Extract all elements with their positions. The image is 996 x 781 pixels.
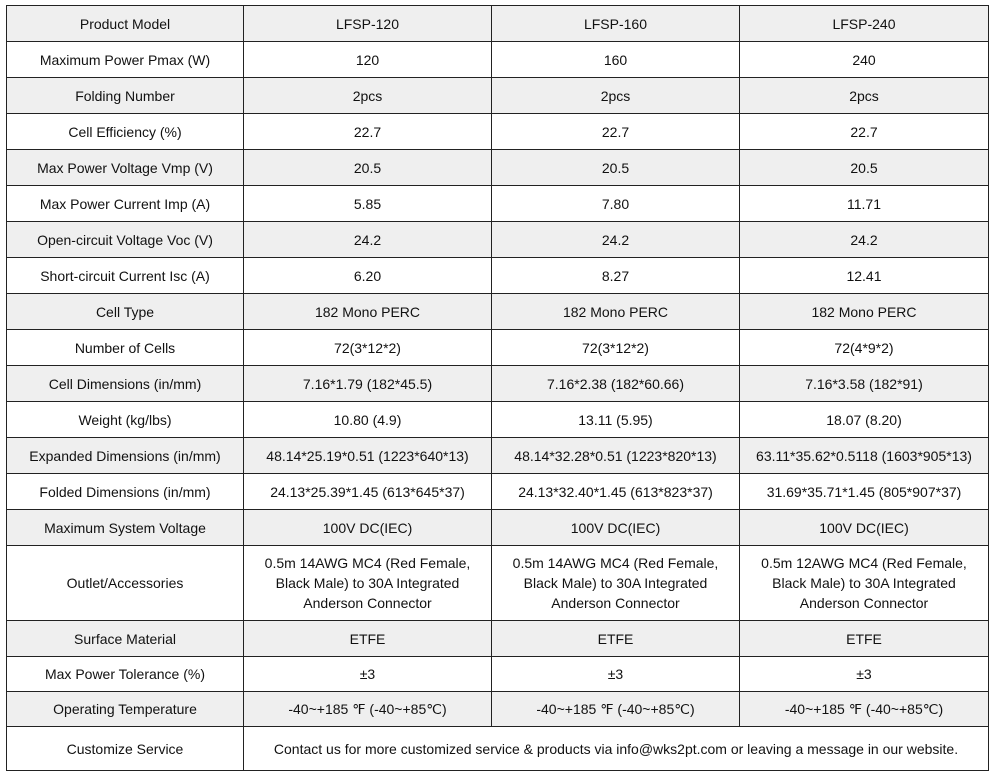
row-value: 20.5	[492, 150, 740, 186]
row-value: ±3	[492, 657, 740, 692]
table-row	[7, 510, 989, 546]
row-label: Number of Cells	[7, 330, 244, 366]
row-value: -40~+185 ℉ (-40~+85℃)	[492, 692, 740, 727]
row-value: 72(4*9*2)	[740, 330, 989, 366]
table-row	[7, 621, 989, 657]
row-value: ETFE	[244, 621, 492, 657]
table-footer-row	[7, 727, 989, 771]
row-label: Open-circuit Voltage Voc (V)	[7, 222, 244, 258]
row-value: 0.5m 14AWG MC4 (Red Female, Black Male) to 30A Integrated Anderson Connector	[492, 546, 740, 621]
table-row	[7, 546, 989, 621]
row-value: 5.85	[244, 186, 492, 222]
row-value: 24.2	[492, 222, 740, 258]
row-value: 20.5	[244, 150, 492, 186]
row-value: 2pcs	[740, 78, 989, 114]
table-row	[7, 222, 989, 258]
table-row	[7, 438, 989, 474]
row-value: 24.2	[244, 222, 492, 258]
row-value: 48.14*32.28*0.51 (1223*820*13)	[492, 438, 740, 474]
header-model-cell: LFSP-160	[492, 6, 740, 42]
row-value: 24.2	[740, 222, 989, 258]
row-value: 24.13*32.40*1.45 (613*823*37)	[492, 474, 740, 510]
row-value: -40~+185 ℉ (-40~+85℃)	[244, 692, 492, 727]
table-header-row	[7, 6, 989, 42]
row-value: 22.7	[244, 114, 492, 150]
row-label: Max Power Voltage Vmp (V)	[7, 150, 244, 186]
row-label: Folding Number	[7, 78, 244, 114]
table-row	[7, 42, 989, 78]
row-value: ETFE	[740, 621, 989, 657]
row-value: 100V DC(IEC)	[740, 510, 989, 546]
table-row	[7, 657, 989, 692]
row-value: 2pcs	[492, 78, 740, 114]
header-model-cell: LFSP-120	[244, 6, 492, 42]
row-value: 160	[492, 42, 740, 78]
row-value: 12.41	[740, 258, 989, 294]
row-value: 120	[244, 42, 492, 78]
row-value: 0.5m 12AWG MC4 (Red Female, Black Male) to 30A Integrated Anderson Connector	[740, 546, 989, 621]
table-row	[7, 692, 989, 727]
header-model-cell: LFSP-240	[740, 6, 989, 42]
row-value: 18.07 (8.20)	[740, 402, 989, 438]
row-value: 182 Mono PERC	[244, 294, 492, 330]
row-value: ±3	[740, 657, 989, 692]
row-value: 182 Mono PERC	[740, 294, 989, 330]
row-value: 240	[740, 42, 989, 78]
row-label: Maximum System Voltage	[7, 510, 244, 546]
table-row	[7, 474, 989, 510]
row-label: Surface Material	[7, 621, 244, 657]
row-value: 6.20	[244, 258, 492, 294]
row-value: 13.11 (5.95)	[492, 402, 740, 438]
row-value: 63.11*35.62*0.5118 (1603*905*13)	[740, 438, 989, 474]
row-value: ±3	[244, 657, 492, 692]
table-row	[7, 402, 989, 438]
row-value: 2pcs	[244, 78, 492, 114]
header-label-cell: Product Model	[7, 6, 244, 42]
table-row	[7, 150, 989, 186]
row-value: 48.14*25.19*0.51 (1223*640*13)	[244, 438, 492, 474]
row-value: 7.80	[492, 186, 740, 222]
table-row	[7, 78, 989, 114]
table-row	[7, 294, 989, 330]
row-label: Outlet/Accessories	[7, 546, 244, 621]
row-label: Max Power Current Imp (A)	[7, 186, 244, 222]
row-label: Maximum Power Pmax (W)	[7, 42, 244, 78]
row-label: Folded Dimensions (in/mm)	[7, 474, 244, 510]
table-row	[7, 330, 989, 366]
spec-table-container	[6, 5, 989, 771]
row-label: Operating Temperature	[7, 692, 244, 727]
row-value: 7.16*3.58 (182*91)	[740, 366, 989, 402]
row-value: 7.16*1.79 (182*45.5)	[244, 366, 492, 402]
row-value: 22.7	[740, 114, 989, 150]
row-label: Expanded Dimensions (in/mm)	[7, 438, 244, 474]
row-value: 10.80 (4.9)	[244, 402, 492, 438]
table-row	[7, 366, 989, 402]
row-label: Max Power Tolerance (%)	[7, 657, 244, 692]
row-value: 72(3*12*2)	[492, 330, 740, 366]
row-label: Cell Efficiency (%)	[7, 114, 244, 150]
row-label: Short-circuit Current Isc (A)	[7, 258, 244, 294]
row-value: 8.27	[492, 258, 740, 294]
customize-service-label: Customize Service	[7, 727, 244, 771]
row-value: 100V DC(IEC)	[244, 510, 492, 546]
table-row	[7, 258, 989, 294]
row-label: Cell Type	[7, 294, 244, 330]
row-value: ETFE	[492, 621, 740, 657]
row-value: 100V DC(IEC)	[492, 510, 740, 546]
table-row	[7, 114, 989, 150]
row-value: 0.5m 14AWG MC4 (Red Female, Black Male) to 30A Integrated Anderson Connector	[244, 546, 492, 621]
spec-table	[6, 5, 989, 771]
row-value: -40~+185 ℉ (-40~+85℃)	[740, 692, 989, 727]
table-row	[7, 186, 989, 222]
row-value: 22.7	[492, 114, 740, 150]
row-value: 7.16*2.38 (182*60.66)	[492, 366, 740, 402]
customize-service-note: Contact us for more customized service & products via info@wks2pt.com or leaving a message in our website.	[244, 727, 989, 771]
row-value: 31.69*35.71*1.45 (805*907*37)	[740, 474, 989, 510]
row-value: 20.5	[740, 150, 989, 186]
row-value: 72(3*12*2)	[244, 330, 492, 366]
row-label: Cell Dimensions (in/mm)	[7, 366, 244, 402]
row-value: 182 Mono PERC	[492, 294, 740, 330]
row-value: 24.13*25.39*1.45 (613*645*37)	[244, 474, 492, 510]
row-label: Weight (kg/lbs)	[7, 402, 244, 438]
row-value: 11.71	[740, 186, 989, 222]
